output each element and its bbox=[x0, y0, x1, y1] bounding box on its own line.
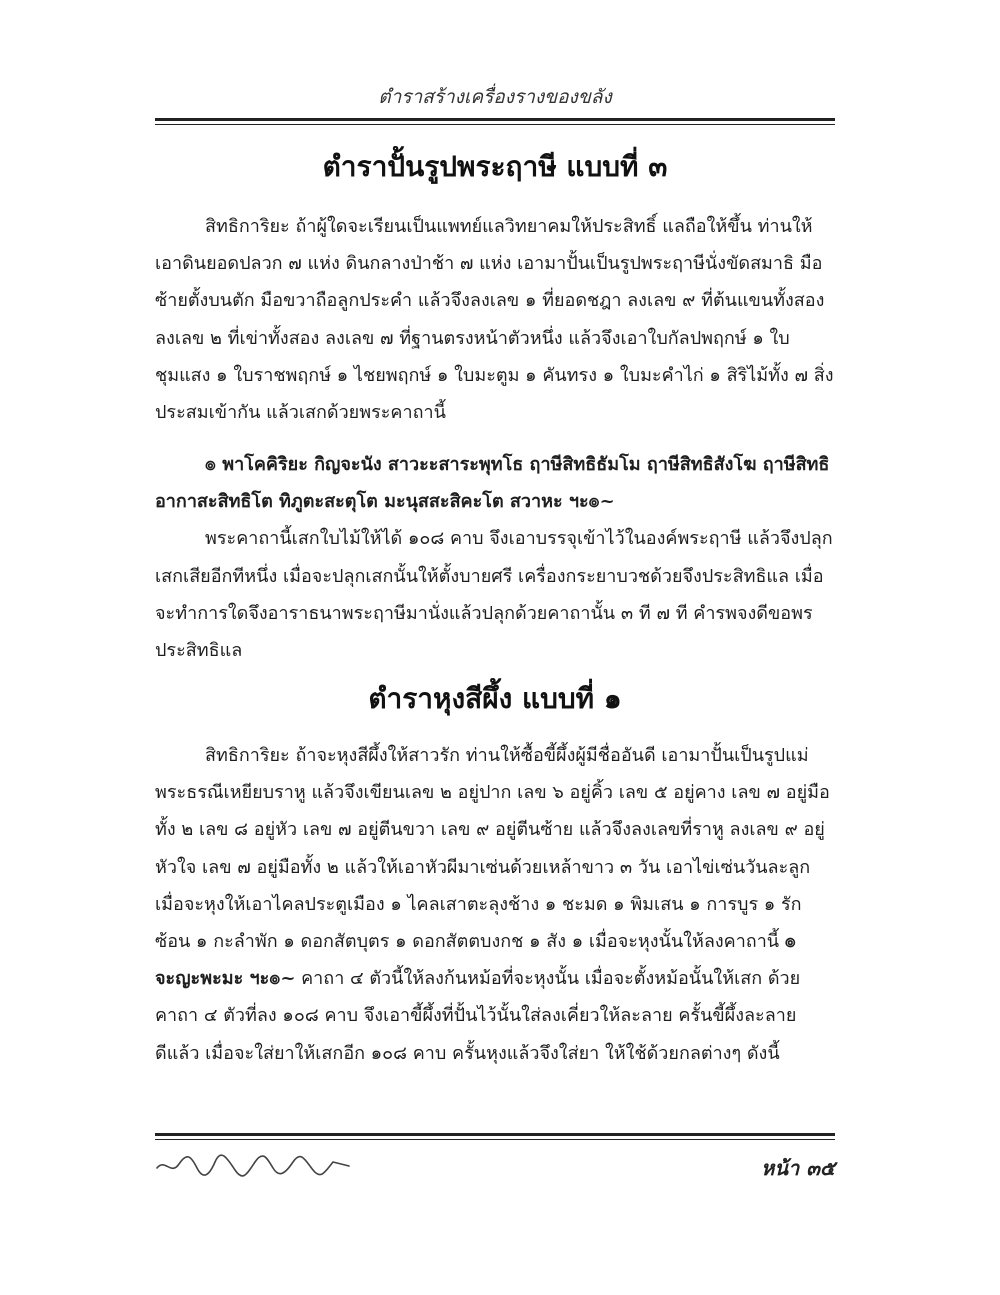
page-number: หน้า ๓๕ bbox=[761, 1156, 835, 1180]
mantra-text: ๏ พาโคคิริยะ กิญจะนัง สาวะะสาระพุทโธ ฤาษีสิทธิธัมโม ฤาษีสิทธิสังโฆ ฤาษีสิทธิอากาสะสิทธิโต ทิภูตะสะตุโต มะนุสสะสิคะโต สวาหะ ฯะ๏~ bbox=[155, 454, 830, 513]
section-title-rishi-statue: ตำราปั้นรูปพระฤาษี แบบที่ ๓ bbox=[322, 150, 668, 183]
paragraph-rishi-instructions bbox=[155, 208, 835, 433]
running-header: ตำราสร้างเครื่องรางของขลัง bbox=[378, 86, 612, 108]
signature-scribble bbox=[155, 1150, 355, 1180]
mantra-text: ๏ จะญะพะมะ ฯะ๏~ bbox=[155, 931, 796, 990]
paragraph-text-after: คาถา ๔ ตัวนี้ให้ลงก้นหม้อที่จะหุงนั้น เมื่อจะตั้งหม้อนั้นให้เสก ด้วยคาถา ๔ ตัวที่ลง ๑๐๘ คาบ จึงเอาขี้ผึ้งที่ปั้นไว้นั้นใส่ลงเคี่ยวให้ละลาย ครั้นขี้ผึ้งละลายดีแล้ว เมื่อจะใส่ยาให้เสกอีก ๑๐๘ คาบ ครั้นหุงแล้วจึงใส่ยา ให้ใช้ด้วยกลต่างๆ ดังนี้ bbox=[155, 968, 801, 1064]
paragraph-rishi-mantra bbox=[155, 446, 835, 678]
paragraph-text: พระคาถานี้เสกใบไม้ให้ได้ ๑๐๘ คาบ จึงเอาบรรจุเข้าไว้ในองค์พระฤาษี แล้วจึงปลุกเสกเสียอีกทีหนึ่ง เมื่อจะปลุกเสกนั้นให้ตั้งบายศรี เครื่องกระยาบวชด้วยจึงประสิทธิแล เมื่อจะทำการใดจึงอาราธนาพระฤาษีมานั่งแล้วปลุกด้วยคาถานั้น ๓ ที ๗ ที คำรพจงดีขอพรประสิทธิแล bbox=[155, 528, 833, 662]
paragraph-text bbox=[155, 737, 835, 1072]
footer-rule bbox=[155, 1133, 835, 1140]
header-rule bbox=[155, 118, 835, 125]
paragraph-text-before: สิทธิการิยะ ถ้าจะหุงสีผึ้งให้สาวรัก ท่านให้ซื้อขี้ผึ้งผู้มีชื่ออันดี เอามาปั้นเป็นรูปแม่พระธรณีเหยียบราหู แล้วจึงเขียนเลข ๒ อยู่ปาก เลข ๖ อยู่คิ้ว เลข ๕ อยู่คาง เลข ๗ อยู่มือทั้ง ๒ เลข ๘ อยู่หัว เลข ๗ อยู่ตีนขวา เลข ๙ อยู่ตีนซ้าย แล้วจึงลงเลขที่ราหู ลงเลข ๙ อยู่หัวใจ เลข ๗ อยู่มือทั้ง ๒ แล้วให้เอาหัวผีมาเซ่นด้วยเหล้าขาว ๓ วัน เอาไข่เซ่นวันละลูก เมื่อจะหุงให้เอาไคลประตูเมือง ๑ ไคลเสาตะลุงช้าง ๑ ชะมด ๑ พิมเสน ๑ การบูร ๑ รักซ้อน ๑ กะลำพัก ๑ ดอกสัตบุตร ๑ ดอกสัตตบงกช ๑ สัง ๑ เมื่อจะหุงนั้นให้ลงคาถานี้ bbox=[155, 745, 830, 953]
paragraph-text: สิทธิการิยะ ถ้าผู้ใดจะเรียนเป็นแพทย์แลวิทยาคมให้ประสิทธิ์ แลถือให้ขึ้น ท่านให้เอาดินยอดปลวก ๗ แห่ง ดินกลางป่าช้า ๗ แห่ง เอามาปั้นเป็นรูปพระฤาษีนั่งขัดสมาธิ มือซ้ายตั้งบนตัก มือขวาถือลูกประคำ แล้วจึงลงเลข ๑ ที่ยอดชฎา ลงเลข ๙ ที่ต้นแขนทั้งสอง ลงเลข ๒ ที่เข่าทั้งสอง ลงเลข ๗ ที่ฐานตรงหน้าตัวหนึ่ง แล้วจึงเอาใบกัลปพฤกษ์ ๑ ใบชุมแสง ๑ ใบราชพฤกษ์ ๑ ไชยพฤกษ์ ๑ ใบมะตูม ๑ คันทรง ๑ ใบมะคำไก่ ๑ สิริไม้ทั้ง ๗ สิ่งประสมเข้ากัน แล้วเสกด้วยพระคาถานี้ bbox=[155, 216, 834, 424]
section-title-beeswax: ตำราหุงสีผึ้ง แบบที่ ๑ bbox=[368, 682, 622, 715]
paragraph-beeswax-instructions bbox=[155, 737, 835, 1107]
